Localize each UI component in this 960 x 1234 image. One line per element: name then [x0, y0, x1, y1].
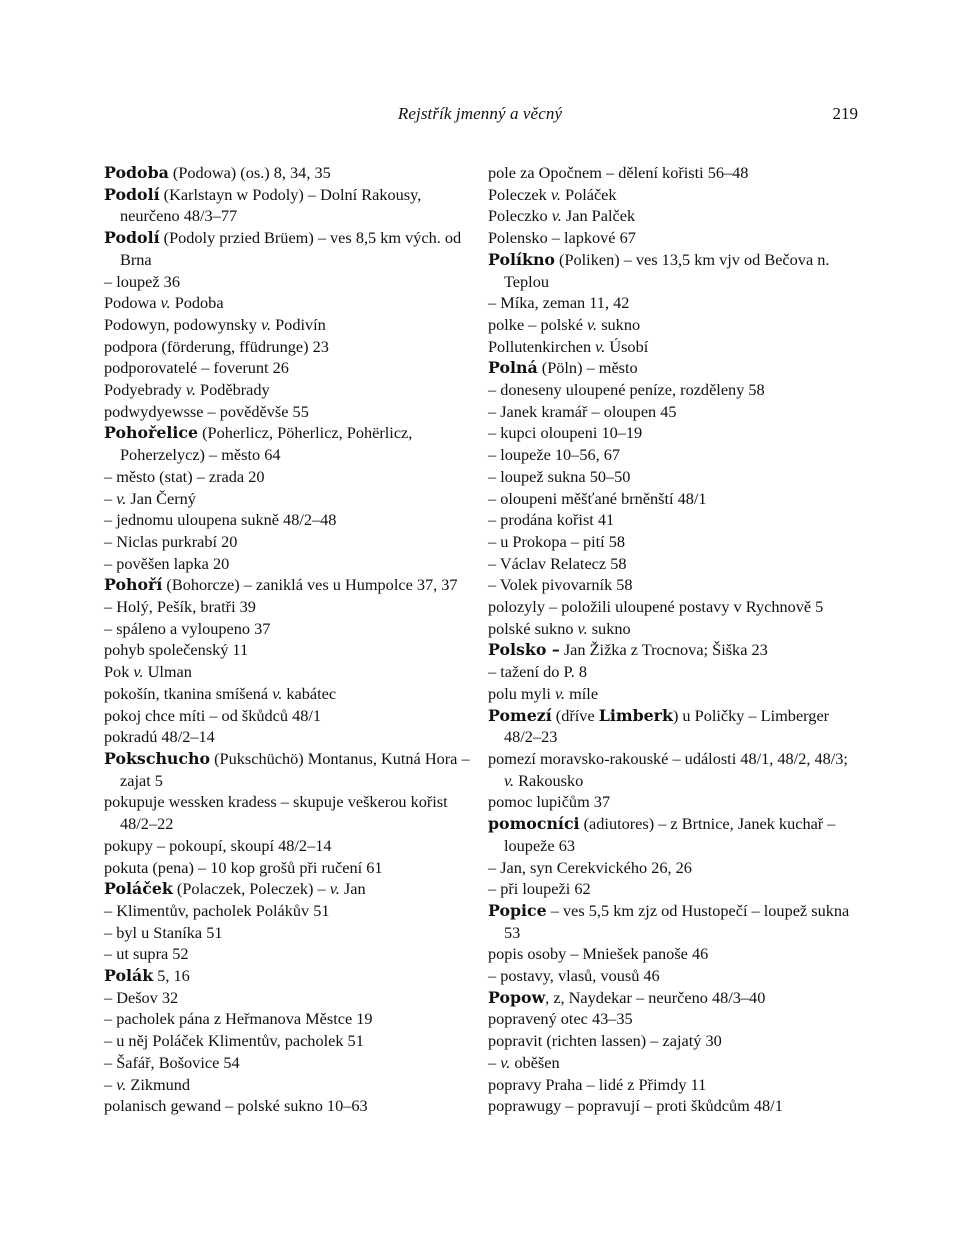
- entry-text: –: [104, 488, 117, 508]
- entry-text: Poleczek: [488, 184, 551, 204]
- index-entry: [488, 227, 860, 249]
- index-entry: [488, 857, 860, 879]
- index-entry: [104, 314, 480, 336]
- index-entry: [104, 878, 480, 900]
- index-entry: [104, 162, 480, 184]
- index-headword: Pohořelice: [104, 423, 199, 443]
- see-reference: v.: [116, 1074, 127, 1094]
- index-entry: [104, 422, 480, 465]
- index-headword: Podoba: [104, 163, 169, 182]
- index-entry: [104, 1095, 480, 1117]
- index-entry: [488, 162, 860, 184]
- index-headword: Pohoří: [104, 575, 163, 595]
- entry-text: – loupeže 10–56, 67: [488, 445, 621, 465]
- index-entry: [488, 1030, 860, 1052]
- see-reference: v.: [116, 488, 127, 508]
- index-entry: [488, 661, 860, 683]
- entry-text: podwydyewsse – pověděvše 55: [104, 401, 309, 421]
- index-entry: [488, 401, 860, 423]
- entry-text: Pok: [104, 662, 134, 682]
- entry-text: pokoj chce míti – od škůdců 48/1: [104, 705, 322, 725]
- index-entry: [488, 1052, 860, 1074]
- index-entry: [104, 705, 480, 727]
- entry-text: pokupy – pokoupí, skoupí 48/2–14: [104, 835, 332, 855]
- index-entry: [488, 422, 860, 444]
- entry-text: – Klimentův, pacholek Polákův 51: [104, 900, 330, 920]
- entry-text: polke – polské: [488, 314, 588, 334]
- index-entry: [104, 379, 480, 401]
- entry-text: kabátec: [282, 683, 337, 703]
- index-entry: [104, 618, 480, 640]
- index-entry: [104, 987, 480, 1009]
- entry-text: – tažení do P. 8: [488, 662, 588, 682]
- index-entry: [104, 531, 480, 553]
- index-entry: [104, 726, 480, 748]
- index-headword: pomocníci: [488, 814, 580, 834]
- entry-text: – u něj Poláček Klimentův, pacholek 51: [104, 1031, 364, 1051]
- entry-text: – Niclas purkrabí 20: [104, 531, 238, 551]
- index-entry: [488, 987, 860, 1009]
- entry-text: podporovatelé – foverunt 26: [104, 358, 289, 378]
- running-head: [0, 104, 960, 130]
- index-entry: [488, 791, 860, 813]
- index-entry: [488, 900, 860, 943]
- index-column-left: [104, 162, 480, 1117]
- entry-text: – Volek pivovarník 58: [488, 575, 633, 595]
- index-entry: [104, 900, 480, 922]
- index-headword: Podolí: [104, 228, 160, 248]
- entry-text: – kupci oloupeni 10–19: [488, 423, 643, 443]
- index-entry: [104, 791, 480, 834]
- index-entry: [104, 509, 480, 531]
- index-entry: [488, 965, 860, 987]
- entry-text: –: [488, 1052, 501, 1072]
- entry-text: sukno: [597, 314, 641, 334]
- index-headword: Políkno: [488, 249, 555, 269]
- index-entry: [488, 336, 860, 358]
- see-reference: v.: [595, 336, 606, 356]
- entry-text: – doneseny uloupené peníze, rozděleny 58: [488, 380, 765, 400]
- index-entry: [104, 292, 480, 314]
- entry-text: pohyb společenský 11: [104, 640, 249, 660]
- index-entry: [488, 466, 860, 488]
- index-entry: [104, 574, 480, 596]
- index-entry: [104, 1030, 480, 1052]
- index-entry: [104, 1074, 480, 1096]
- index-entry: [488, 292, 860, 314]
- index-entry: [104, 748, 480, 791]
- entry-text: popravy Praha – lidé z Přimdy 11: [488, 1074, 707, 1094]
- index-entry: [488, 531, 860, 553]
- index-headword: Polák: [104, 966, 154, 986]
- entry-text: Ulman: [143, 662, 192, 682]
- index-entry: [104, 639, 480, 661]
- index-entry: [488, 574, 860, 596]
- entry-text: míle: [565, 683, 599, 703]
- entry-text: popravit (richten lassen) – zajatý 30: [488, 1031, 722, 1051]
- index-entry: [488, 205, 860, 227]
- index-entry: [104, 184, 480, 227]
- entry-text: – oloupeni měšťané brněnští 48/1: [488, 488, 707, 508]
- entry-text: (Poliken) – ves 13,5 km vjv od Bečova n. Teplou: [504, 249, 830, 291]
- index-entry: [488, 488, 860, 510]
- entry-text: (Poherlicz, Pöherlicz, Pohërlicz, Poherzelycz) – město 64: [120, 423, 413, 465]
- entry-text: Pollutenkirchen: [488, 336, 596, 356]
- index-headword: Polná: [488, 358, 538, 378]
- index-entry: [104, 466, 480, 488]
- see-reference: v.: [504, 770, 515, 790]
- entry-text: Poděbrady: [195, 380, 270, 400]
- index-entry: [104, 336, 480, 358]
- entry-text: Podivín: [271, 314, 326, 334]
- entry-text: sukno: [587, 618, 631, 638]
- entry-text: podpora (förderung, ffüdrunge) 23: [104, 336, 329, 356]
- entry-text: – Holý, Pešík, bratři 39: [104, 597, 256, 617]
- index-entry: [104, 1008, 480, 1030]
- page-number: 219: [832, 104, 858, 123]
- entry-text: polu myli: [488, 683, 555, 703]
- entry-text: oběšen: [510, 1052, 560, 1072]
- entry-text: Polensko – lapkové 67: [488, 228, 636, 248]
- index-entry: [488, 249, 860, 292]
- see-reference: v.: [554, 683, 566, 703]
- see-reference: v.: [185, 380, 196, 400]
- entry-text: polské sukno: [488, 618, 578, 638]
- index-headword: Pomezí: [488, 705, 552, 725]
- entry-text: Poleczko: [488, 206, 552, 226]
- entry-text: – spáleno a vyloupeno 37: [104, 618, 271, 638]
- entry-text: popis osoby – Mniešek panoše 46: [488, 944, 709, 964]
- entry-text: Jan: [339, 879, 366, 899]
- index-entry: [104, 227, 480, 270]
- index-headword: Podolí: [104, 184, 160, 204]
- entry-text: poprawugy – popravují – proti škůdcům 48/1: [488, 1096, 783, 1116]
- entry-text: –: [104, 1074, 117, 1094]
- entry-text: pomoc lupičům 37: [488, 792, 611, 812]
- entry-text: Úsobí: [605, 336, 649, 356]
- entry-text: polozyly – položili uloupené postavy v Rychnově 5: [488, 597, 824, 617]
- entry-text: pokradú 48/2–14: [104, 727, 215, 747]
- entry-text: – pacholek pána z Heřmanova Městce 19: [104, 1009, 373, 1029]
- entry-text: – Václav Relatecz 58: [488, 553, 627, 573]
- entry-text: pokuta (pena) – 10 kop grošů při ručení 61: [104, 857, 383, 877]
- index-entry: [488, 683, 860, 705]
- index-entry: [488, 618, 860, 640]
- entry-text: Poláček: [560, 184, 617, 204]
- index-entry: [104, 271, 480, 293]
- index-entry: [488, 596, 860, 618]
- entry-text: (Bohorcze) – zaniklá ves u Humpolce 37, 37: [162, 575, 458, 595]
- index-entry: [104, 943, 480, 965]
- index-entry: [104, 922, 480, 944]
- index-column-right: [488, 162, 860, 1117]
- entry-text: Podowa: [104, 293, 161, 313]
- index-headword: Limberk: [598, 705, 673, 725]
- index-entry: [488, 314, 860, 336]
- entry-text: (Pöln) – město: [537, 358, 638, 378]
- entry-text: (Podoly przied Brüem) – ves 8,5 km vých. od Brna: [120, 228, 462, 269]
- index-entry: [104, 857, 480, 879]
- entry-text: pokošín, tkanina smíšená: [104, 683, 273, 703]
- entry-text: (Karlstayn w Podoly) – Dolní Rakousy, neurčeno 48/3–77: [120, 184, 422, 226]
- index-entry: [488, 705, 860, 748]
- entry-text: Podoba: [170, 293, 224, 313]
- entry-text: polanisch gewand – polské sukno 10–63: [104, 1096, 368, 1116]
- index-entry: [488, 943, 860, 965]
- entry-text: – loupež 36: [104, 271, 180, 291]
- see-reference: v.: [329, 879, 340, 899]
- index-headword: Popow: [488, 987, 546, 1007]
- see-reference: v.: [260, 314, 272, 334]
- index-entry: [488, 184, 860, 206]
- entry-text: – město (stat) – zrada 20: [104, 466, 265, 486]
- entry-text: Zikmund: [126, 1074, 191, 1094]
- index-entry: [104, 357, 480, 379]
- index-headword: Poláček: [104, 879, 173, 899]
- index-entry: [488, 1095, 860, 1117]
- entry-text: 5, 16: [153, 966, 190, 986]
- entry-text: (adiutores) – z Brtnice, Janek kuchař – loupeže 63: [504, 814, 836, 855]
- entry-text: – Šafář, Bošovice 54: [104, 1052, 240, 1072]
- index-entry: [104, 835, 480, 857]
- index-entry: [104, 965, 480, 987]
- index-entry: [104, 488, 480, 510]
- entry-text: (Podowa) (os.) 8, 34, 35: [168, 163, 331, 182]
- index-entry: [488, 553, 860, 575]
- entry-text: (dříve: [551, 705, 599, 725]
- entry-text: – u Prokopa – pití 58: [488, 531, 626, 551]
- index-headword: Polsko –: [488, 640, 560, 660]
- see-reference: v.: [160, 293, 171, 313]
- entry-text: Jan Palček: [561, 206, 636, 226]
- entry-text: pole za Opočnem – dělení kořisti 56–48: [488, 163, 749, 182]
- index-entry: [488, 509, 860, 531]
- entry-text: – Míka, zeman 11, 42: [488, 293, 630, 313]
- entry-text: – Jan, syn Cerekvického 26, 26: [488, 857, 692, 877]
- index-entry: [104, 553, 480, 575]
- entry-text: , z, Naydekar – neurčeno 48/3–40: [545, 987, 766, 1007]
- index-entry: [104, 683, 480, 705]
- index-entry: [104, 1052, 480, 1074]
- entry-text: Podowyn, podowynsky: [104, 314, 261, 334]
- entry-text: – Dešov 32: [104, 987, 179, 1007]
- entry-text: – postavy, vlasů, vousů 46: [488, 966, 660, 986]
- see-reference: v.: [551, 206, 562, 226]
- entry-text: (Pukschüchö) Montanus, Kutná Hora – zajat 5: [120, 748, 470, 790]
- index-entry: [104, 661, 480, 683]
- index-entry: [488, 1074, 860, 1096]
- see-reference: v.: [500, 1052, 511, 1072]
- entry-text: Jan Černý: [126, 488, 196, 508]
- index-entry: [488, 878, 860, 900]
- see-reference: v.: [587, 314, 598, 334]
- index-entry: [488, 444, 860, 466]
- entry-text: Podyebrady: [104, 380, 186, 400]
- entry-text: Rakousko: [514, 770, 584, 790]
- entry-text: – ves 5,5 km zjz od Hustopečí – loupež sukna 53: [504, 900, 850, 942]
- see-reference: v.: [550, 184, 561, 204]
- see-reference: v.: [272, 683, 283, 703]
- index-entry: [488, 357, 860, 379]
- entry-text: pokupuje wessken kradess – skupuje veškerou kořist 48/2–22: [104, 792, 448, 834]
- see-reference: v.: [577, 618, 588, 638]
- running-title: Rejstřík jmenný a věcný: [397, 104, 563, 123]
- entry-text: – pověšen lapka 20: [104, 553, 230, 573]
- entry-text: – byl u Staníka 51: [104, 922, 223, 942]
- index-entry: [488, 639, 860, 661]
- index-entry: [104, 596, 480, 618]
- index-entry: [488, 1008, 860, 1030]
- entry-text: – při loupeži 62: [488, 879, 591, 899]
- entry-text: – prodána kořist 41: [488, 510, 615, 530]
- index-headword: Popice: [488, 900, 547, 920]
- entry-text: – jednomu uloupena sukně 48/2–48: [104, 510, 337, 530]
- index-headword: Pokschucho: [104, 748, 211, 768]
- entry-text: (Polaczek, Poleczek) –: [172, 879, 330, 899]
- entry-text: – Janek kramář – oloupen 45: [488, 401, 677, 421]
- entry-text: ) u Poličky – Limberger 48/2–23: [504, 705, 830, 747]
- index-entry: [488, 379, 860, 401]
- index-entry: [488, 748, 860, 791]
- see-reference: v.: [133, 662, 144, 682]
- entry-text: popravený otec 43–35: [488, 1009, 633, 1029]
- entry-text: Jan Žižka z Trocnova; Šiška 23: [559, 640, 768, 660]
- entry-text: – loupež sukna 50–50: [488, 466, 631, 486]
- entry-text: – ut supra 52: [104, 944, 189, 964]
- index-entry: [104, 401, 480, 423]
- entry-text: pomezí moravsko-rakouské – události 48/1, 48/2, 48/3;: [488, 748, 848, 768]
- index-entry: [488, 813, 860, 856]
